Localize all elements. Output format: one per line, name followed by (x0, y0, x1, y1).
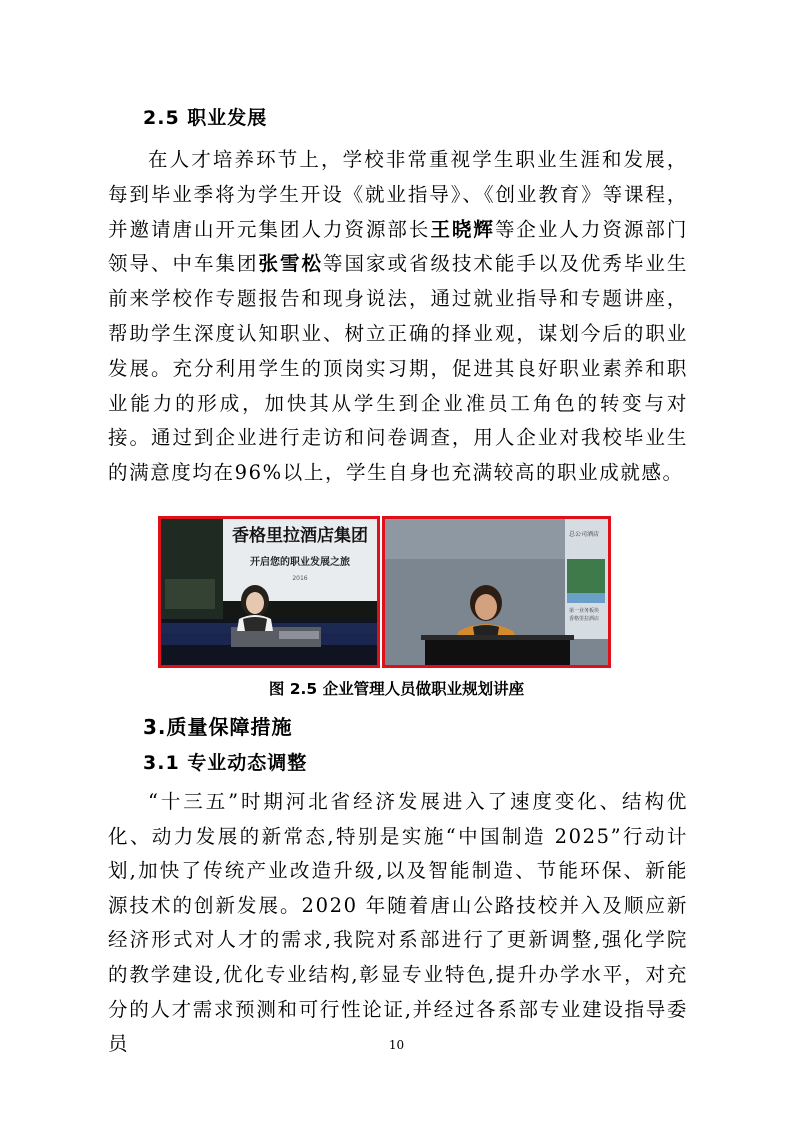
screen-text-top: 总公司酒店 (569, 531, 600, 538)
figure-caption: 图 2.5 企业管理人员做职业规划讲座 (268, 680, 525, 698)
para-part-2: 等企业人力资源部门领导、中车集团 (108, 217, 688, 276)
page-number: 10 (388, 1038, 405, 1052)
lecture-right-image (385, 519, 608, 665)
section-3-1-heading: 3.1 专业动态调整 (143, 752, 308, 774)
section-3-1-paragraph (108, 785, 688, 1062)
screen-text-mid: 第一业务板块 (569, 608, 600, 614)
section-2-5-paragraph (108, 143, 688, 491)
banner-title: 香格里拉酒店集团 (232, 526, 368, 546)
photo-lecture-right (382, 516, 611, 668)
section-3-1-text: “十三五”时期河北省经济发展进入了速度变化、结构优化、动力发展的新常态,特别是实施“中国制造 2025”行动计划,加快了传统产业改造升级,以及智能制造、节能环保、新能源技术的创新发展。2020 年随着唐山公路技校并入及顺应新经济形式对人才的需求,我院对系部进行了更新调整,强化学院的教学建设,优化专业结构,彰显专业特色,提升办学水平，对充分的人才需求预测和可行性论证,并经过各系部专业建设指导委员 (108, 790, 688, 1056)
para-part-3: 等国家或省级技术能手以及优秀毕业生前来学校作专题报告和现身说法，通过就业指导和专题讲座，帮助学生深度认知职业、树立正确的择业观，谋划今后的职业发展。充分利用学生的顶岗实习期，促进其良好职业素养和职业能力的形成，加快其从学生到企业准员工角色的转变与对接。通过到企业进行走访和问卷调查，用人企业对我校毕业生的满意度均在96%以上，学生自身也充满较高的职业成就感。 (108, 252, 688, 485)
person-name-zhang: 张雪松 (258, 252, 323, 276)
section-3-heading: 3.质量保障措施 (143, 715, 293, 739)
banner-subtitle: 开启您的职业发展之旅 (250, 557, 350, 568)
screen-text-bottom: 香格里拉酒店 (569, 616, 600, 622)
para-part-1: 在人才培养环节上，学校非常重视学生职业生涯和发展，每到毕业季将为学生开设《就业指导》、《创业教育》等课程，并邀请唐山开元集团人力资源部长 (108, 148, 688, 241)
banner-small-text: 2016 (292, 575, 308, 582)
photo-lecture-left (158, 516, 380, 668)
person-name-wang: 王晓辉 (430, 217, 495, 241)
section-2-5-heading: 2.5 职业发展 (143, 107, 268, 129)
